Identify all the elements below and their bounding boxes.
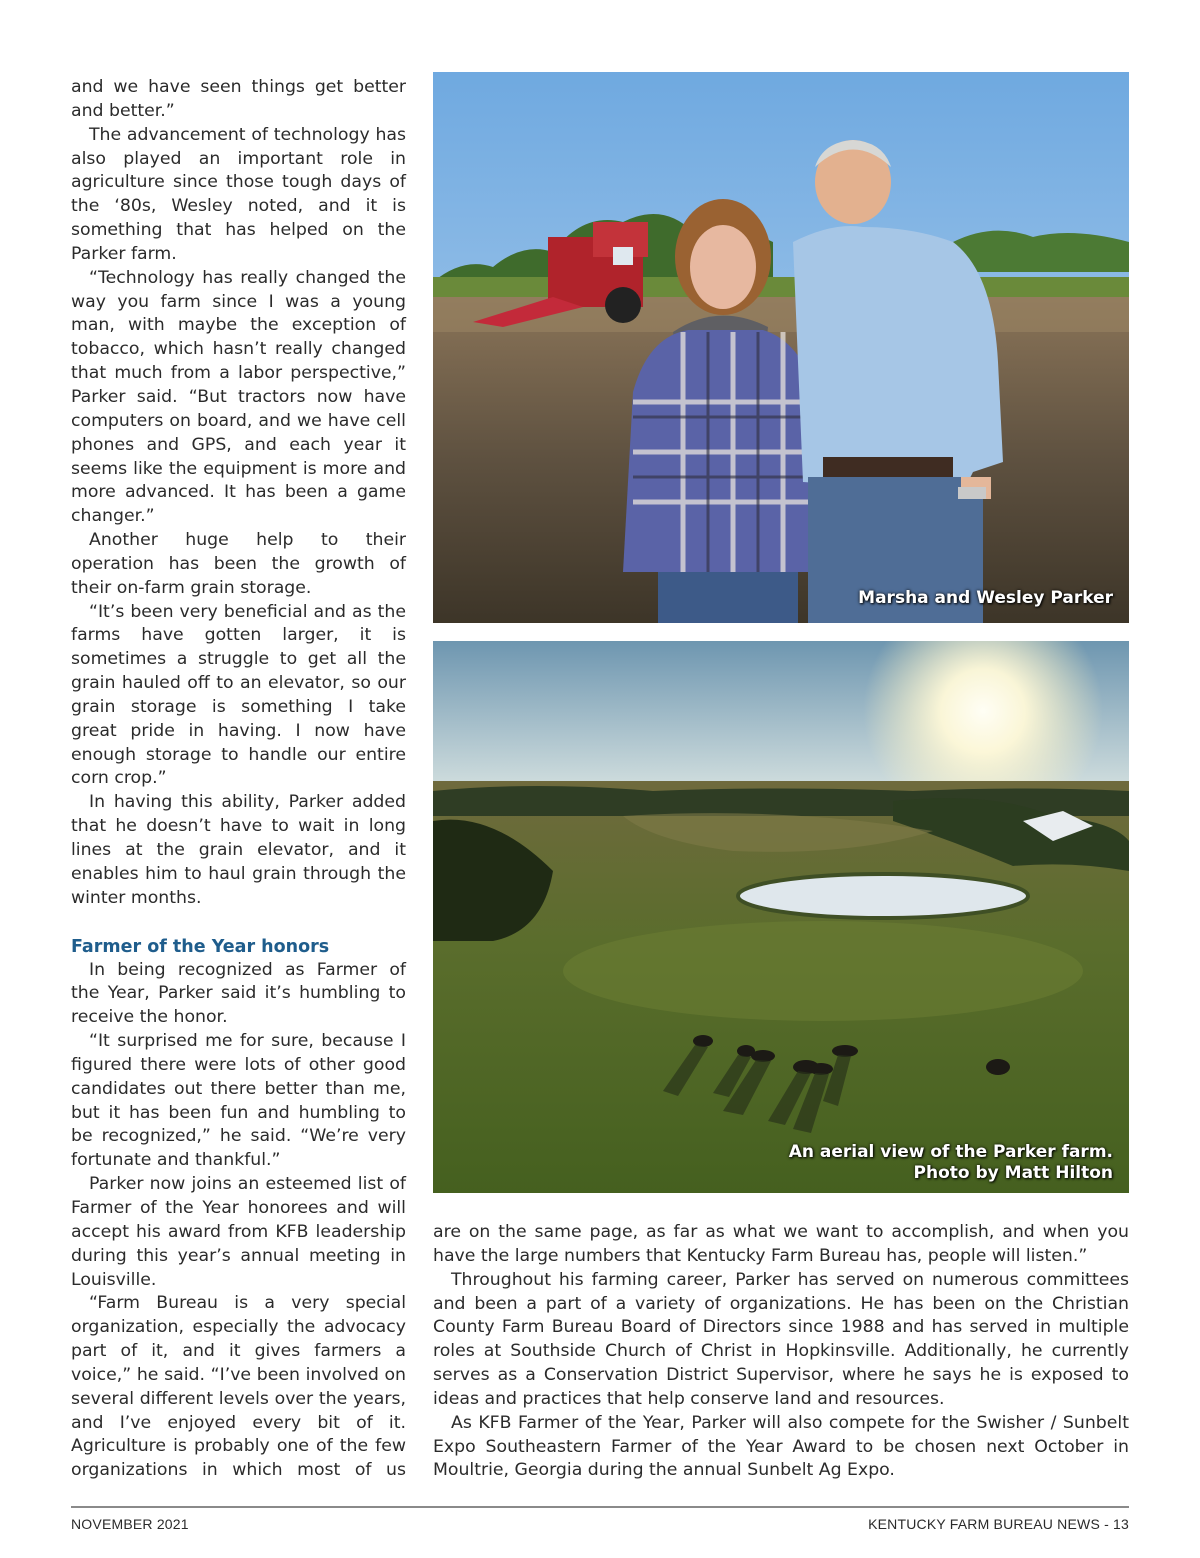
parker-farm-aerial-photo (433, 641, 1129, 1193)
paragraph: are on the same page, as far as what we want to accomplish, and when you have the large numbers that Kentucky Farm Bureau has, people will listen.” (433, 1222, 1129, 1266)
aerial-illustration (433, 641, 1129, 1193)
paragraph: “It surprised me for sure, because I figured there were lots of other good candidates out there better than me, but it has been fun and humbling to be recognized,” he said. “We’re very fortunate and thankful.” (71, 1031, 406, 1171)
footer-publication-page: KENTUCKY FARM BUREAU NEWS - 13 (868, 1516, 1129, 1532)
photo-caption: Marsha and Wesley Parker (858, 588, 1113, 608)
portrait-illustration (433, 72, 1129, 623)
caption-line: An aerial view of the Parker farm. (788, 1142, 1113, 1162)
bottom-article-column (433, 1221, 1129, 1483)
parker-portrait-photo (433, 72, 1129, 623)
photo-caption (789, 1142, 1113, 1184)
paragraph: The advancement of technology has also played an important role in agriculture since those tough days of the ‘80s, Wesley noted, and it is something that has helped on the Parker farm. (71, 124, 406, 264)
footer-date: NOVEMBER 2021 (71, 1516, 189, 1532)
paragraph: As KFB Farmer of the Year, Parker will also compete for the Swisher / Sunbelt Expo Southeastern Farmer of the Year Award to be chosen next October in Moultrie, Georgia during the annual Sunbelt Ag Expo. (433, 1412, 1129, 1481)
left-article-column (71, 76, 406, 1483)
paragraph: Another huge help to their operation has been the growth of their on-farm grain storage. (71, 530, 406, 598)
paragraph: In having this ability, Parker added that he doesn’t have to wait in long lines at the grain elevator, and it enables him to haul grain through the winter months. (71, 792, 406, 908)
paragraph: “Technology has really changed the way you farm since I was a young man, with maybe the exception of tobacco, which hasn’t really changed that much from a labor perspective,” Parker said. “But tractors now have computers on board, and we have cell phones and GPS, and each year it seems like the equipment is more and more advanced. It has been a game changer.” (71, 267, 406, 527)
paragraph: Throughout his farming career, Parker has served on numerous committees and been a part of a variety of organizations. He has been on the Christian County Farm Bureau Board of Directors since 1988 and has served in multiple roles at Southside Church of Christ in Hopkinsville. Additionally, he currently serves as a Conservation District Supervisor, where he says he is exposed to ideas and practices that help conserve land and resources. (433, 1269, 1129, 1409)
paragraph: and we have seen things get better and better.” (71, 77, 406, 121)
section-heading: Farmer of the Year honors (71, 936, 330, 957)
paragraph: “It’s been very beneficial and as the farms have gotten larger, it is sometimes a struggle to get all the grain hauled off to an elevator, so our grain storage is something I take great pride in having. I now have enough storage to handle our entire corn crop.” (71, 601, 406, 789)
paragraph: In being recognized as Farmer of the Year, Parker said it’s humbling to receive the honor. (71, 959, 406, 1028)
footer-divider (71, 1506, 1129, 1508)
paragraph: “Farm Bureau is a very special organization, especially the advocacy part of it, and it gives farmers a voice,” he said. “I’ve been involved on several different levels over the years, and I’ve enjoyed every bit of it. Agriculture is probably one of the few organizations in which most of us (71, 1293, 406, 1481)
photo-credit: Photo by Matt Hilton (913, 1163, 1113, 1183)
paragraph: Parker now joins an esteemed list of Farmer of the Year honorees and will accept his award from KFB leadership during this year’s annual meeting in Louisville. (71, 1174, 406, 1290)
